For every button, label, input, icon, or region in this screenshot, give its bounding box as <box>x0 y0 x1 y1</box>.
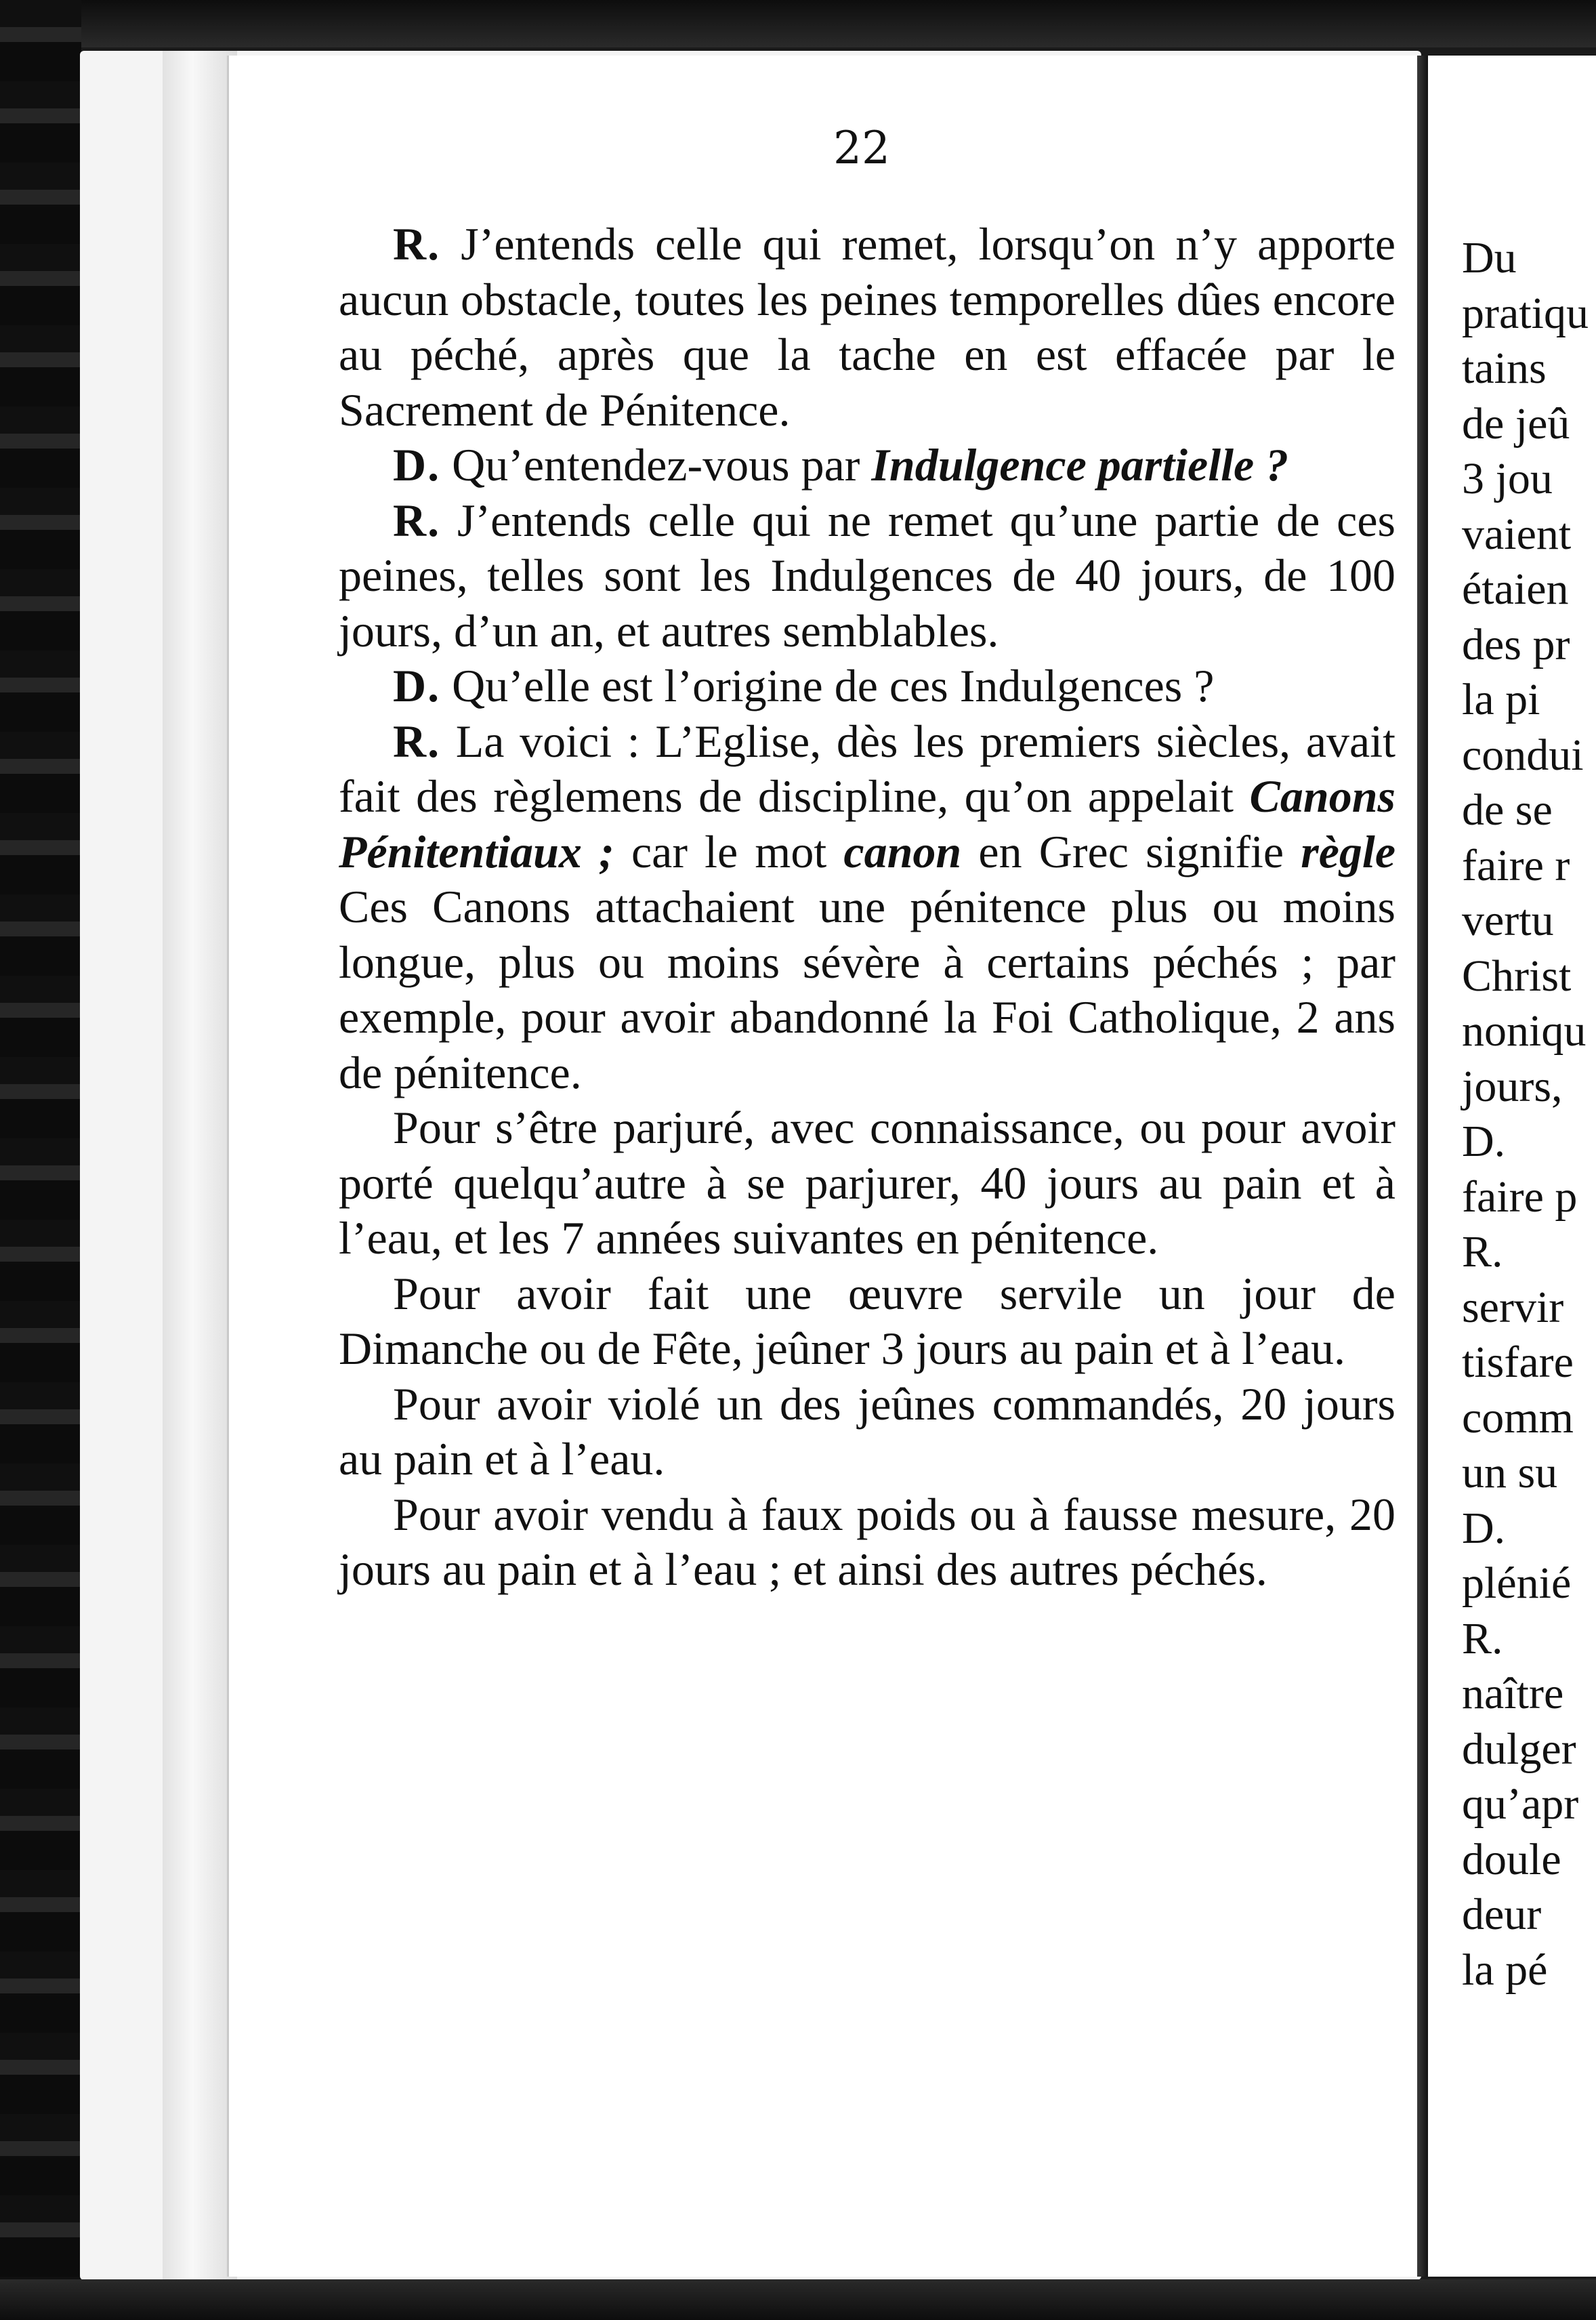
page-body-text <box>339 217 1395 1598</box>
next-page-line: D. <box>1462 1117 1506 1166</box>
italic-term: canon <box>843 825 962 877</box>
next-page-line: doule <box>1462 1834 1561 1884</box>
next-page-line: deur <box>1462 1890 1542 1939</box>
next-page-line: qu’apr <box>1462 1779 1579 1829</box>
book-binding <box>0 0 81 2320</box>
italic-term: Canons Pénitentiaux ; <box>339 770 1395 877</box>
speaker-label: R. <box>393 494 441 546</box>
next-page-line: plénié <box>1462 1558 1572 1608</box>
scan-edge-top <box>0 0 1596 47</box>
next-page-line: vertu <box>1462 896 1554 945</box>
paragraph <box>339 1100 1395 1266</box>
paragraph-text: La voici : L’Eglise, dès les premiers siècles, avait fait des règlemens de discipline, qu’on appelait <box>339 715 1395 822</box>
speaker-label: D. <box>393 439 441 491</box>
paragraph-text: J’entends celle qui ne remet qu’une partie de ces peines, telles sont les Indulgences de 40 jours, de 100 jours, d’un an, et autres semblables. <box>339 494 1395 657</box>
next-page-line: jours, <box>1462 1061 1563 1111</box>
speaker-label: R. <box>393 218 441 270</box>
next-page-line: condui <box>1462 730 1584 780</box>
next-page-line: dulger <box>1462 1724 1576 1774</box>
next-page-line: de se <box>1462 785 1553 835</box>
paragraph-text: Qu’elle est l’origine de ces Indulgences ? <box>440 660 1215 711</box>
next-page-line: naître <box>1462 1669 1564 1718</box>
next-page-line: des pr <box>1462 619 1570 669</box>
italic-term: règle <box>1301 825 1395 877</box>
paragraph-text: J’entends celle qui remet, lorsqu’on n’y apporte aucun obstacle, toutes les peines temporelles dûes encore au péché, après que la tache en est effacée par le Sacrement de Pénitence. <box>339 218 1395 436</box>
page-fold-edge <box>163 51 237 2280</box>
speaker-label: R. <box>393 715 441 767</box>
italic-term: Indulgence partielle ? <box>871 439 1289 491</box>
paragraph-text: car le mot <box>614 825 844 877</box>
next-page-line: la pi <box>1462 675 1540 724</box>
next-page-line: R. <box>1462 1227 1503 1277</box>
speaker-label: D. <box>393 660 441 711</box>
paragraph <box>339 493 1395 659</box>
next-page-line: R. <box>1462 1613 1503 1663</box>
next-page-line: Du <box>1462 233 1517 283</box>
next-page-text <box>1462 230 1596 1997</box>
next-page-line: vaient <box>1462 509 1572 559</box>
next-page-line: tisfare <box>1462 1338 1574 1387</box>
paragraph-text: Ces Canons attachaient une pénitence plus ou moins longue, plus ou moins sévère à certains péchés ; par exemple, pour avoir abandonné la Foi Catholique, 2 ans de pénitence. <box>339 881 1395 1098</box>
paragraph <box>339 1487 1395 1598</box>
paragraph-text: Pour avoir violé un des jeûnes commandés, 20 jours au pain et à l’eau. <box>339 1378 1395 1485</box>
scan-edge-bottom <box>0 2279 1596 2320</box>
next-page-line: de jeû <box>1462 398 1570 449</box>
paragraph <box>339 217 1395 438</box>
next-page-line: tains <box>1462 344 1547 393</box>
next-page-line: D. <box>1462 1503 1506 1553</box>
next-page-line: servir <box>1462 1282 1564 1332</box>
page-number: 22 <box>833 122 890 174</box>
next-page-line: comm <box>1462 1392 1574 1443</box>
paragraph-text: en Grec signifie <box>961 825 1301 877</box>
paragraph <box>339 1377 1395 1487</box>
next-page-line: faire r <box>1462 840 1570 890</box>
paragraph-text: Pour avoir vendu à faux poids ou à fausse mesure, 20 jours au pain et à l’eau ; et ainsi des autres péchés. <box>339 1488 1395 1595</box>
paragraph <box>339 438 1395 493</box>
next-page-line: Christ <box>1462 951 1572 1001</box>
paragraph-text: Qu’entendez-vous par <box>440 439 872 491</box>
paragraph-text: Pour s’être parjuré, avec connaissance, ou pour avoir porté quelqu’autre à se parjurer, 40 jours au pain et à l’eau, et les 7 années suivantes en pénitence. <box>339 1102 1395 1264</box>
paragraph <box>339 1266 1395 1377</box>
next-page-line: étaien <box>1462 564 1569 614</box>
paragraph <box>339 659 1395 714</box>
next-page-line: noniqu <box>1462 1006 1587 1056</box>
next-page-line: la pé <box>1462 1945 1548 1995</box>
next-page-line: un su <box>1462 1448 1558 1497</box>
next-page-line: pratiqu <box>1462 288 1589 338</box>
paragraph-text: Pour avoir fait une œuvre servile un jour de Dimanche ou de Fête, jeûner 3 jours au pain et à l’eau. <box>339 1267 1395 1374</box>
next-page-line: 3 jou <box>1462 454 1553 503</box>
next-page-line: faire p <box>1462 1172 1578 1222</box>
paragraph <box>339 714 1395 1101</box>
page-gutter <box>1417 56 1428 2277</box>
